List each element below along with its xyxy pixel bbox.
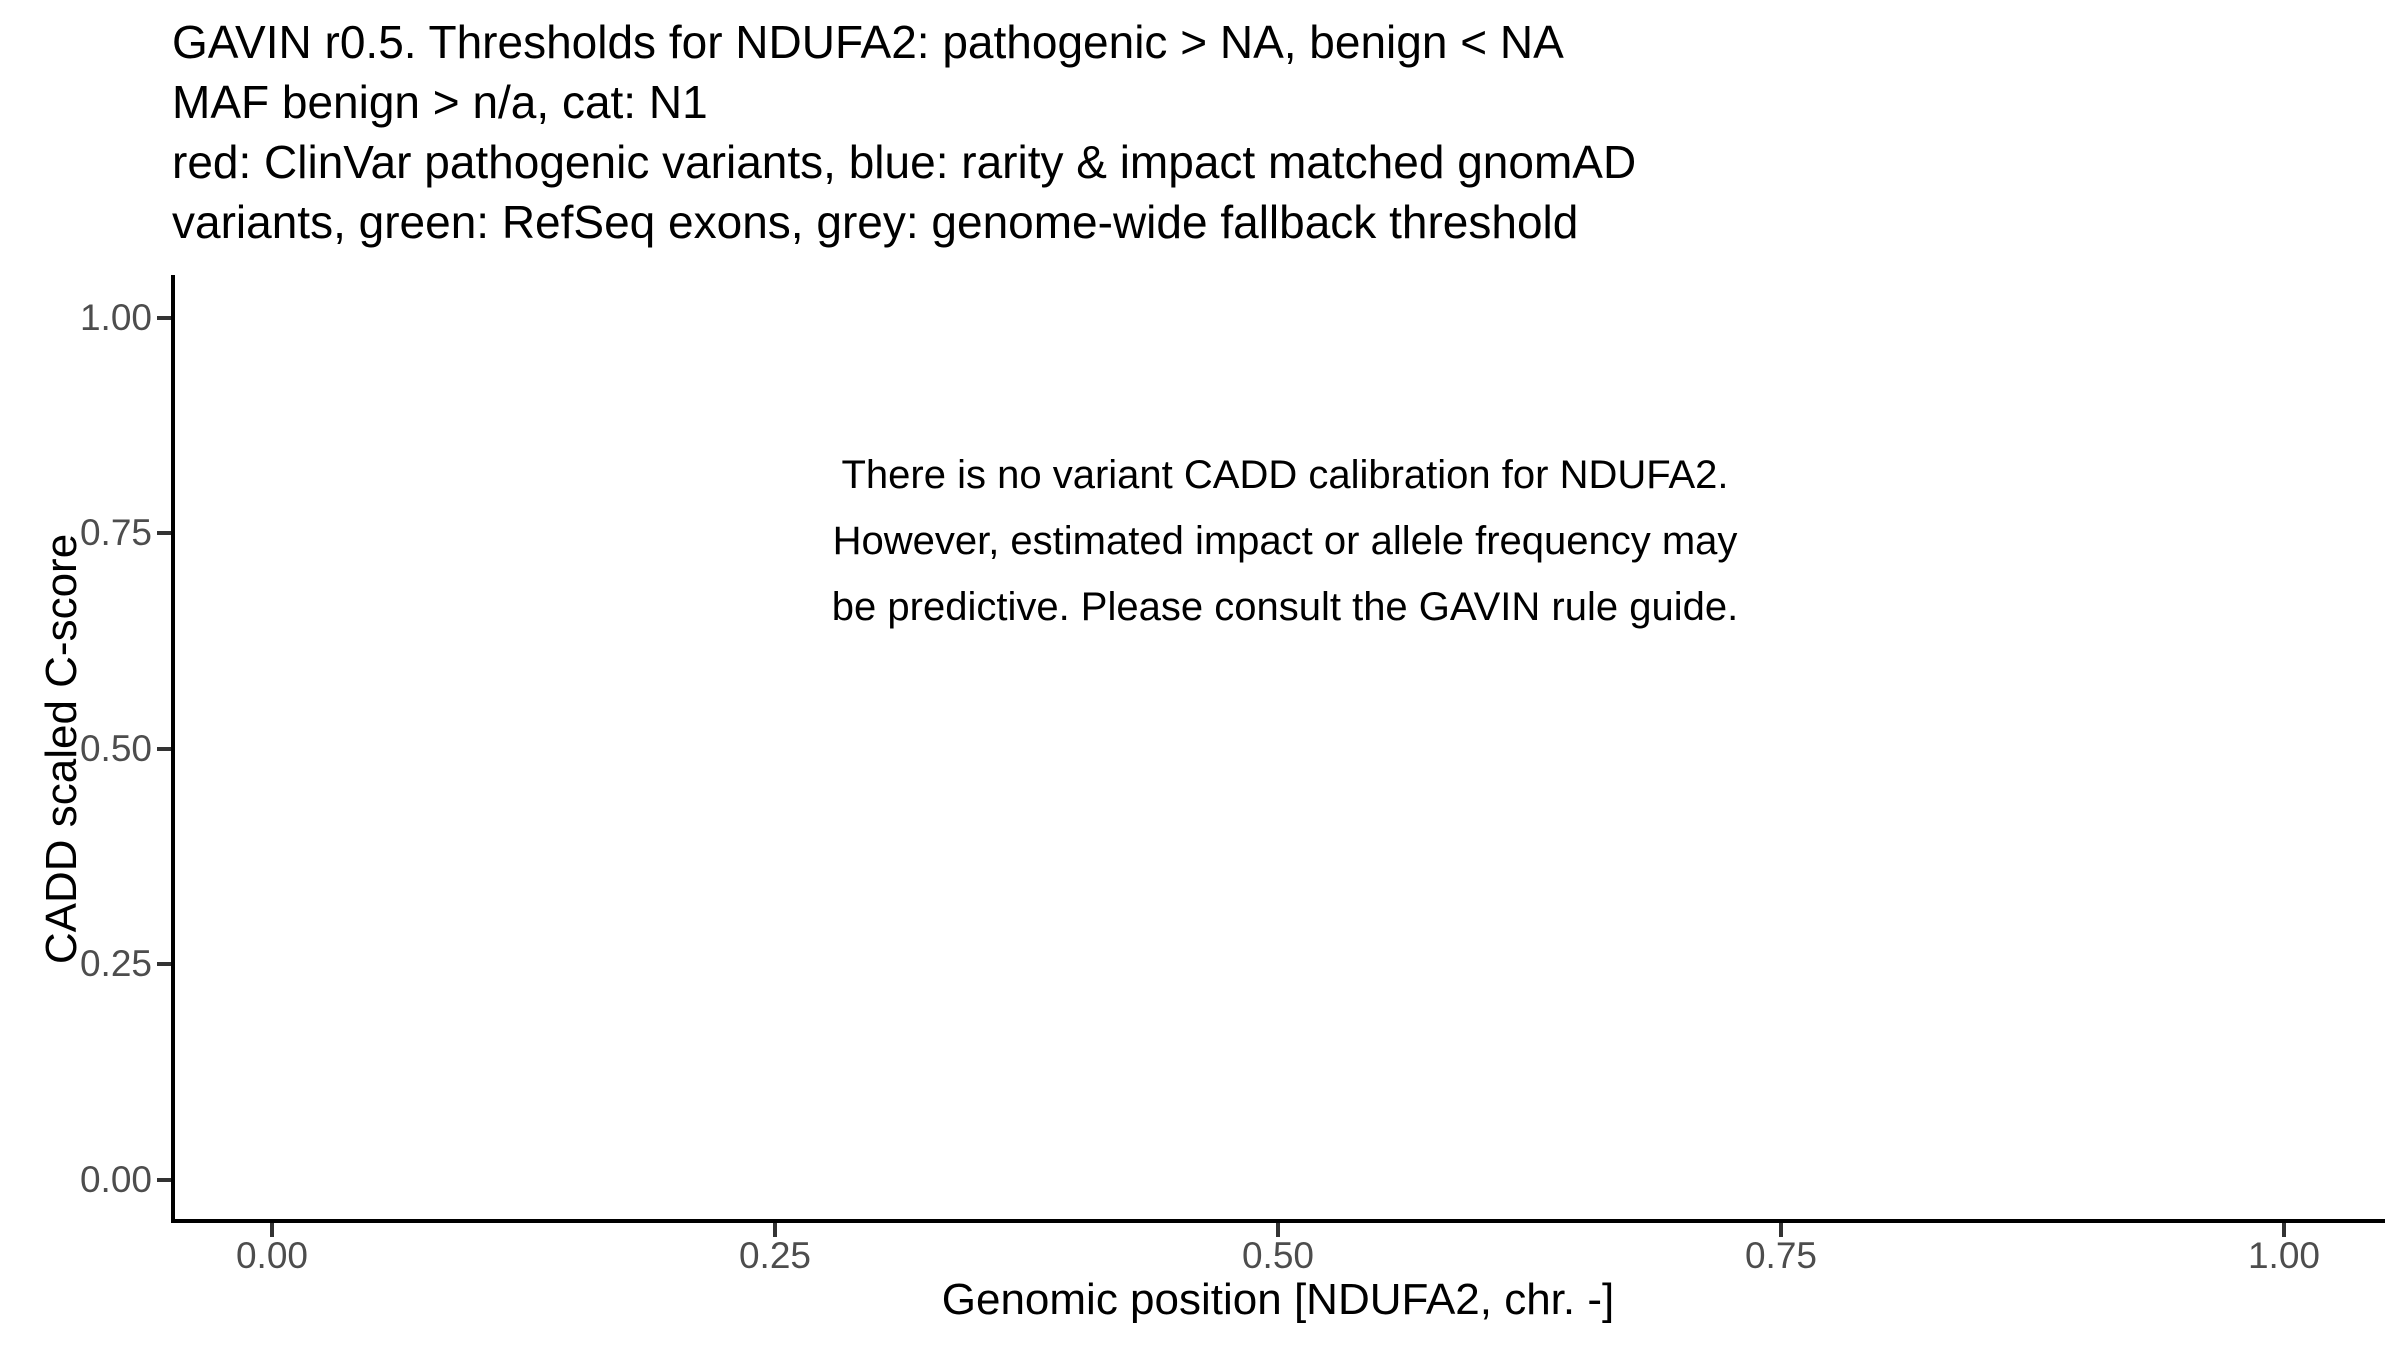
y-axis-tick: [157, 962, 171, 966]
plot-title-line-4: variants, green: RefSeq exons, grey: genome-wide fallback threshold: [172, 196, 1579, 248]
y-axis-tick: [157, 316, 171, 320]
y-axis-title: CADD scaled C-score: [37, 533, 86, 965]
plot-title-line-2: MAF benign > n/a, cat: N1: [172, 76, 708, 128]
plot-title: [172, 12, 1636, 252]
annotation-line-3: be predictive. Please consult the GAVIN rule guide.: [831, 585, 1739, 629]
x-tick-label: 0.50: [1241, 1235, 1314, 1276]
plot-title-line-1: GAVIN r0.5. Thresholds for NDUFA2: pathogenic > NA, benign < NA: [172, 16, 1564, 68]
no-calibration-annotation: [832, 442, 1738, 640]
annotation-line-2: However, estimated impact or allele frequency may: [832, 519, 1738, 563]
x-tick-label: 1.00: [2247, 1235, 2320, 1276]
y-axis-tick: [157, 531, 171, 535]
y-tick-label: 0.50: [79, 728, 152, 769]
x-tick-label: 0.25: [738, 1235, 811, 1276]
x-axis-title: Genomic position [NDUFA2, chr. -]: [941, 1275, 1615, 1324]
y-tick-label: 0.75: [79, 512, 152, 553]
y-tick-label: 0.00: [79, 1159, 152, 1200]
y-tick-label: 0.25: [79, 943, 152, 984]
plot-panel: [171, 275, 2385, 1223]
plot-title-line-3: red: ClinVar pathogenic variants, blue: rarity & impact matched gnomAD: [172, 136, 1637, 188]
y-axis-tick: [157, 747, 171, 751]
x-tick-label: 0.00: [235, 1235, 308, 1276]
annotation-line-1: There is no variant CADD calibration for NDUFA2.: [841, 453, 1729, 497]
y-axis-tick: [157, 1178, 171, 1182]
y-tick-label: 1.00: [79, 297, 152, 338]
x-tick-label: 0.75: [1744, 1235, 1817, 1276]
